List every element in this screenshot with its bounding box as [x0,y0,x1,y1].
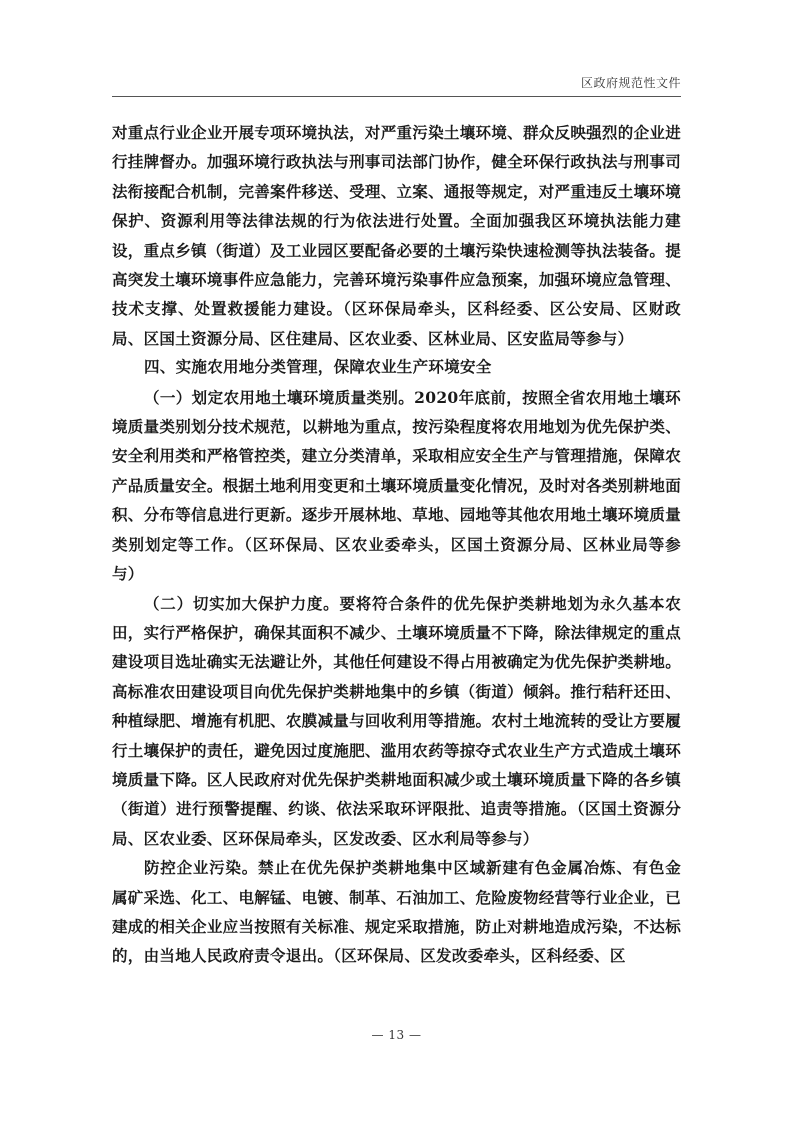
paragraph-item-2: （二）切实加大保护力度。要将符合条件的优先保护类耕地划为永久基本农田，实行严格保护，确保其面积不减少、土壤环境质量不下降，除法律规定的重点建设项目选址确实无法避让外，其他任何建设不得占用被确定为优先保护类耕地。高标准农田建设项目向优先保护类耕地集中的乡镇（街道）倾斜。推行秸秆还田、种植绿肥、增施有机肥、农膜减量与回收利用等措施。农村土地流转的受让方要履行土壤保护的责任，避免因过度施肥、滥用农药等掠夺式农业生产方式造成土壤环境质量下降。区人民政府对优先保护类耕地面积减少或土壤环境质量下降的各乡镇（街道）进行预警提醒、约谈、依法采取环评限批、追责等措施。（区国土资源分局、区农业委、区环保局牵头，区发改委、区水利局等参与） [112,593,681,848]
section-heading: 四、实施农用地分类管理，保障农业生产环境安全 [144,358,492,377]
paragraph-continued: 对重点行业企业开展专项环境执法，对严重污染土壤环境、群众反映强烈的企业进行挂牌督办。加强环境行政执法与刑事司法部门协作，健全环保行政执法与刑事司法衔接配合机制，完善案件移送、受理、立案、通报等规定，对严重违反土壤环境保护、资源利用等法律法规的行为依法进行处置。全面加强我区环境执法能力建设，重点乡镇（街道）及工业园区要配备必要的土壤污染快速检测等执法装备。提高突发土壤环境事件应急能力，完善环境污染事件应急预案，加强环境应急管理、技术支撑、处置救援能力建设。（区环保局牵头，区科经委、区公安局、区财政局、区国土资源分局、区住建局、区农业委、区林业局、区安监局等参与） [112,123,681,348]
header-divider [112,96,681,97]
paragraph-item-1: （一）划定农用地土壤环境质量类别。2020年底前，按照全省农用地土壤环境质量类别划分技术规范，以耕地为重点，按污染程度将农用地划为优先保护类、安全利用类和严格管控类，建立分类清单，采取相应安全生产与管理措施，保障农产品质量安全。根据土地利用变更和土壤环境质量变化情况，及时对各类别耕地面积、分布等信息进行更新。逐步开展林地、草地、园地等其他农用地土壤环境质量类别划定等工作。（区环保局、区农业委牵头，区国土资源分局、区林业局等参与） [112,387,681,584]
page-number: — 13 — [371,1028,422,1042]
document-body [112,118,681,971]
paragraph-pollution-control: 防控企业污染。禁止在优先保护类耕地集中区域新建有色金属冶炼、有色金属矿采选、化工、电解锰、电镀、制革、石油加工、危险废物经营等行业企业，已建成的相关企业应当按照有关标准、规定采取措施，防止对耕地造成污染，不达标的，由当地人民政府责令退出。（区环保局、区发改委牵头，区科经委、区 [112,858,681,966]
running-header: 区政府规范性文件 [580,76,681,90]
